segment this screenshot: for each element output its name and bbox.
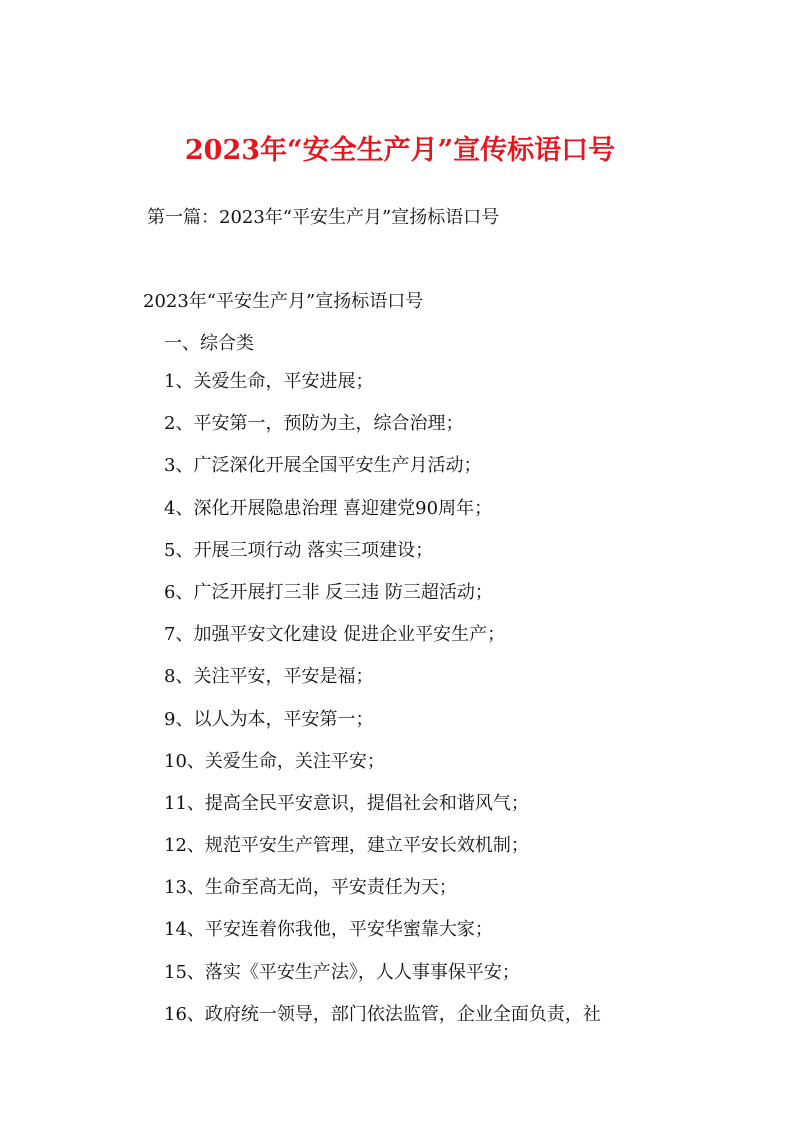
slogan-item: 2、平安第一，预防为主，综合治理； bbox=[164, 413, 464, 435]
slogan-item: 16、政府统一领导，部门依法监管，企业全面负责，社 bbox=[164, 1003, 601, 1025]
document-title: 2023年“安全生产月”宣传标语口号 bbox=[184, 135, 616, 166]
slogan-item: 10、关爱生命，关注平安； bbox=[164, 750, 385, 772]
slogan-item: 3、广泛深化开展全国平安生产月活动； bbox=[164, 455, 482, 477]
slogan-item: 11、提高全民平安意识，提倡社会和谐风气； bbox=[164, 792, 529, 814]
slogan-item: 1、关爱生命，平安进展； bbox=[164, 371, 374, 392]
slogan-item: 14、平安连着你我他，平安华蜜靠大家； bbox=[164, 919, 493, 941]
slogan-item: 13、生命至高无尚，平安责任为天； bbox=[164, 877, 457, 899]
slogan-item: 4、深化开展隐患治理 喜迎建党90周年； bbox=[164, 497, 493, 519]
slogan-list bbox=[164, 369, 601, 1044]
slogan-item: 6、广泛开展打三非 反三违 防三超活动； bbox=[164, 581, 493, 603]
slogan-item: 8、关注平安，平安是福； bbox=[164, 666, 374, 688]
slogan-item: 7、加强平安文化建设 促进企业平安生产； bbox=[164, 624, 506, 646]
slogan-item: 12、规范平安生产管理，建立平安长效机制； bbox=[164, 835, 529, 857]
slogan-item: 15、落实《平安生产法》，人人事事保平安； bbox=[164, 961, 520, 983]
section-heading: 2023年“平安生产月”宣扬标语口号 bbox=[143, 291, 424, 312]
category-heading: 一、综合类 bbox=[164, 333, 254, 354]
slogan-item: 5、开展三项行动 落实三项建设； bbox=[164, 539, 434, 561]
slogan-item: 9、以人为本，平安第一； bbox=[164, 708, 374, 730]
document-subtitle: 第一篇：2023年“平安生产月”宣扬标语口号 bbox=[147, 207, 500, 228]
